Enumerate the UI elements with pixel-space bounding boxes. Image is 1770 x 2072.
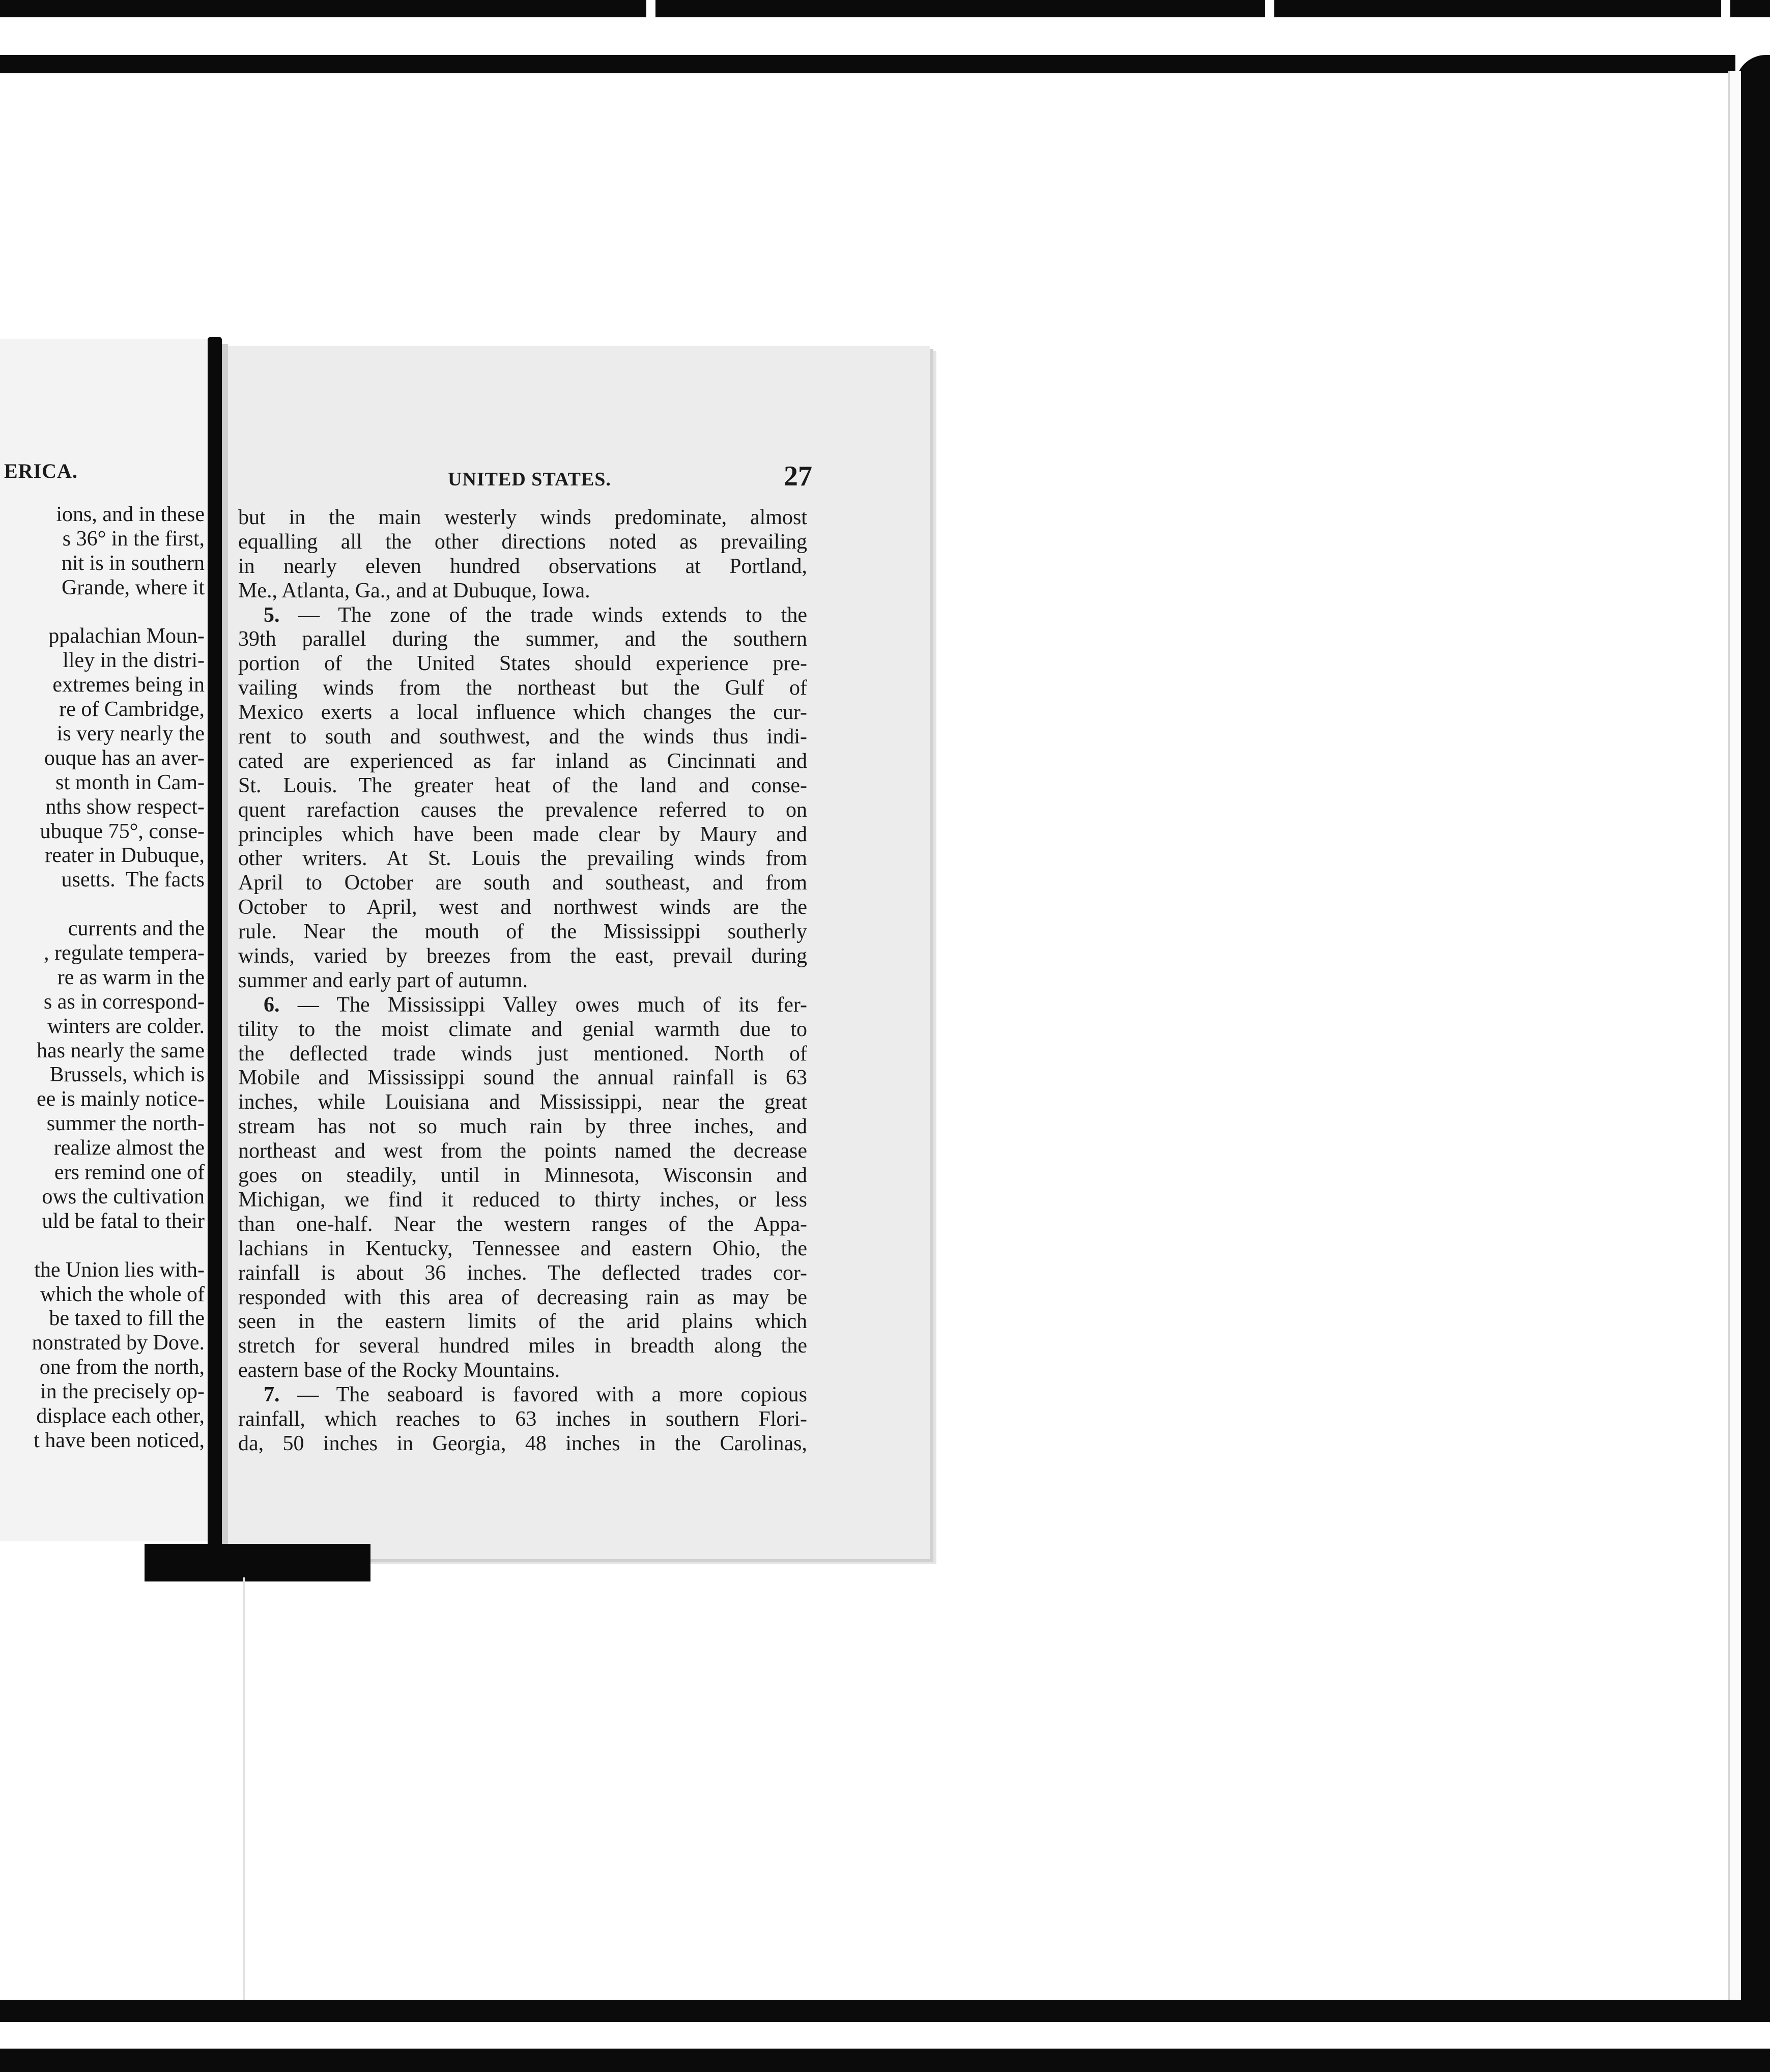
left-text-line: winters are colder.	[47, 1014, 205, 1038]
right-running-header: UNITED STATES.	[448, 469, 611, 490]
left-text-line: be taxed to fill the	[49, 1307, 205, 1331]
text-line: stretch for several hundred miles in breadth along the	[238, 1334, 807, 1358]
paragraph-number: 7.	[264, 1383, 298, 1407]
left-text-line: ows the cultivation	[42, 1185, 205, 1208]
text-line: April to October are south and southeast, and from	[238, 871, 807, 895]
text-line: principles which have been made clear by Maury and	[238, 822, 807, 846]
left-text-line: ubuque 75°, conse-	[40, 819, 205, 843]
left-text-line: currents and the	[68, 917, 205, 941]
left-text-line: summer the north-	[46, 1112, 205, 1136]
left-text-line: re as warm in the	[57, 965, 205, 989]
text-line: rainfall is about 36 inches. The deflected trades cor-	[238, 1261, 807, 1285]
text-line: da, 50 inches in Georgia, 48 inches in the Carolinas,	[238, 1431, 807, 1455]
text-line: cated are experienced as far inland as Cincinnati and	[238, 749, 807, 773]
paragraph-start-line	[238, 603, 807, 628]
text-line: tility to the moist climate and genial warmth due to	[238, 1017, 807, 1041]
text-line: October to April, west and northwest winds are the	[238, 896, 807, 919]
left-text-line: is very nearly the	[56, 722, 205, 746]
left-text-line: the Union lies with-	[34, 1258, 205, 1282]
text-line: stream has not so much rain by three inches, and	[238, 1115, 807, 1139]
text-line: northeast and west from the points named the decrease	[238, 1139, 807, 1163]
text-line: rent to south and southwest, and the winds thus indi-	[238, 725, 807, 749]
fold-line	[243, 1577, 245, 2000]
text-line: responded with this area of decreasing rain as may be	[238, 1285, 807, 1309]
left-text-line: Grande, where it	[61, 575, 205, 599]
paragraph-text: — The zone of the trade winds extends to the	[298, 603, 807, 627]
text-line: in nearly eleven hundred observations at Portland,	[238, 554, 807, 578]
left-text-line: s as in correspond-	[43, 990, 205, 1014]
left-text-line	[0, 893, 205, 917]
left-text-line: usetts. The facts	[61, 868, 205, 892]
left-text-line: , regulate tempera-	[44, 941, 205, 965]
left-text-line: ers remind one of	[54, 1161, 205, 1185]
left-text-line: displace each other,	[36, 1404, 205, 1428]
left-text-line: s 36° in the first,	[62, 527, 205, 551]
text-line: Michigan, we find it reduced to thirty inches, or less	[238, 1188, 807, 1212]
left-text-line: realize almost the	[53, 1136, 205, 1160]
film-border-band	[0, 55, 1735, 73]
spine-shadow	[221, 344, 228, 1545]
text-line: equalling all the other directions noted as prevailing	[238, 530, 807, 554]
left-text-line: has nearly the same	[36, 1039, 205, 1062]
left-text-line: nonstrated by Dove.	[32, 1331, 205, 1355]
left-text-line	[0, 1234, 205, 1258]
text-line: Mexico exerts a local influence which changes the cur-	[238, 701, 807, 725]
text-line: rule. Near the mouth of the Mississippi southerly	[238, 920, 807, 944]
left-text-line: ouque has an aver-	[44, 746, 205, 770]
left-text-line: nit is in southern	[61, 551, 205, 575]
text-line: 39th parallel during the summer, and the southern	[238, 627, 807, 651]
text-line: portion of the United States should experience pre-	[238, 652, 807, 676]
text-line: goes on steadily, until in Minnesota, Wisconsin and	[238, 1164, 807, 1188]
text-line: summer and early part of autumn.	[238, 968, 528, 992]
text-line: other writers. At St. Louis the prevailing winds from	[238, 847, 807, 871]
paragraph-number: 6.	[264, 993, 298, 1017]
black-tab	[145, 1544, 370, 1581]
left-text-line: in the precisely op-	[40, 1380, 205, 1404]
paragraph-text: — The Mississippi Valley owes much of its fer-	[297, 993, 807, 1017]
left-text-line: reater in Dubuque,	[45, 844, 205, 868]
paragraph-start-line	[238, 1383, 807, 1407]
left-text-line: one from the north,	[39, 1356, 205, 1379]
right-page-text	[238, 506, 807, 1456]
text-line: winds, varied by breezes from the east, prevail during	[238, 944, 807, 968]
left-text-line	[0, 600, 205, 625]
left-text-line: uld be fatal to their	[42, 1209, 205, 1233]
paragraph-text: — The seaboard is favored with a more copious	[297, 1383, 808, 1407]
book-spine	[208, 337, 222, 1556]
left-text-line: st month in Cam-	[55, 770, 205, 794]
left-text-line: ee is mainly notice-	[36, 1087, 205, 1111]
left-page-text	[0, 503, 205, 1453]
left-running-header: ERICA.	[4, 459, 78, 482]
left-text-line: ions, and in these	[56, 503, 205, 526]
text-line: St. Louis. The greater heat of the land and conse-	[238, 773, 807, 797]
left-text-line: ppalachian Moun-	[48, 624, 205, 648]
text-line: seen in the eastern limits of the arid plains which	[238, 1310, 807, 1334]
text-line: Me., Atlanta, Ga., and at Dubuque, Iowa.	[238, 579, 590, 602]
text-line: but in the main westerly winds predominate, almost	[238, 506, 807, 529]
left-text-line: Brussels, which is	[49, 1063, 205, 1087]
text-line: inches, while Louisiana and Mississippi, near the great	[238, 1090, 807, 1114]
text-line: vailing winds from the northeast but the Gulf of	[238, 676, 807, 700]
page-number: 27	[784, 461, 812, 492]
left-text-line: nths show respect-	[45, 795, 205, 819]
film-border-bottom	[0, 2000, 1770, 2072]
text-line: Mobile and Mississippi sound the annual rainfall is 63	[238, 1066, 807, 1090]
text-line: rainfall, which reaches to 63 inches in southern Flori-	[238, 1407, 807, 1431]
paragraph-start-line	[238, 993, 807, 1018]
text-line: than one-half. Near the western ranges of the Appa-	[238, 1212, 807, 1236]
text-line: eastern base of the Rocky Mountains.	[238, 1359, 560, 1383]
paragraph-number: 5.	[264, 603, 299, 627]
film-border-top	[0, 0, 1770, 17]
left-text-line: t have been noticed,	[34, 1428, 205, 1452]
film-edge	[1728, 71, 1741, 2010]
text-line: lachians in Kentucky, Tennessee and eastern Ohio, the	[238, 1236, 807, 1260]
left-text-line: re of Cambridge,	[59, 698, 205, 722]
left-text-line: extremes being in	[52, 673, 205, 697]
left-text-line: lley in the distri-	[63, 649, 205, 673]
text-line: the deflected trade winds just mentioned. North of	[238, 1042, 807, 1066]
text-line: quent rarefaction causes the prevalence referred to on	[238, 798, 807, 822]
left-text-line: which the whole of	[40, 1282, 205, 1306]
